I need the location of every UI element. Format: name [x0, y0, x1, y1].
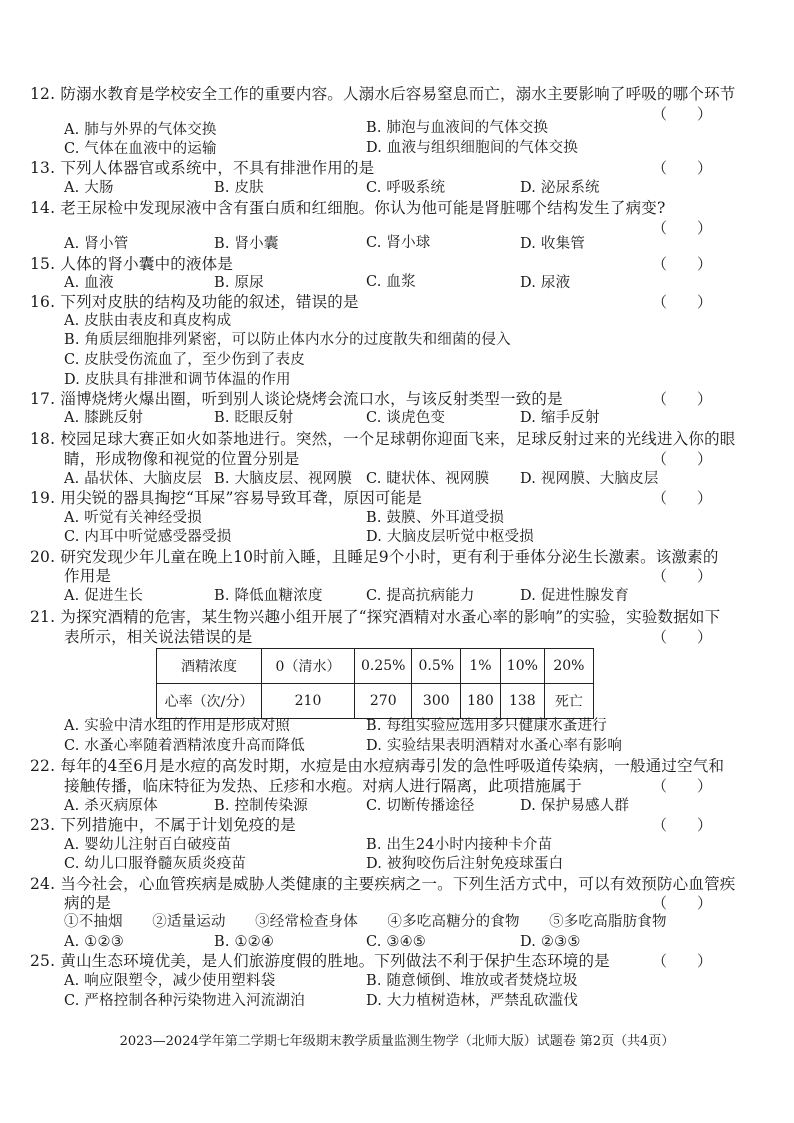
option-c: C. 呼吸系统 [366, 180, 446, 196]
option-d: D. 收集管 [520, 236, 586, 252]
question-15-stem: 15. 人体的肾小囊中的液体是 [30, 255, 234, 273]
option-c: C. 幼儿口服脊髓灰质炎疫苗 [64, 856, 247, 872]
question-25-stem: 25. 黄山生态环境优美，是人们旅游度假的胜地。下列做法不利于保护生态环境的是 [30, 952, 610, 970]
table-header-cell: 酒精浓度 [157, 649, 262, 684]
option-d: D. 大脑皮层听觉中枢受损 [366, 529, 534, 545]
question-24-items: ①不抽烟 ②适量运动 ③经常检查身体 ④多吃高糖分的食物 ⑤多吃高脂肪食物 [64, 914, 667, 930]
option-b: B. 出生24小时内接种卡介苗 [366, 837, 553, 853]
option-b: B. 控制传染源 [214, 798, 308, 814]
table-cell: 0.25% [355, 649, 412, 684]
question-22-stem-cont: 接触传播，临床特征为发热、丘疹和水疱。对病人进行隔离，此项措施属于 [64, 777, 583, 795]
question-12-stem: 12. 防溺水教育是学校安全工作的重要内容。人溺水后容易窒息而亡，溺水主要影响了呼吸的哪个环节 [30, 85, 736, 103]
table-cell: 死亡 [544, 684, 593, 719]
option-a: A. 肺与外界的气体交换 [64, 122, 217, 138]
question-21-stem-cont: 表所示，相关说法错误的是 [64, 628, 253, 646]
answer-bracket: （ ） [652, 105, 713, 123]
option-a: A. ①②③ [64, 934, 124, 950]
option-a: A. 血液 [64, 275, 114, 291]
option-d: D. 保护易感人群 [520, 798, 630, 814]
option-b: B. 随意倾倒、堆放或者焚烧垃圾 [366, 973, 578, 989]
table-cell: 1% [461, 649, 501, 684]
table-header-cell: 心率（次/分） [157, 684, 262, 719]
answer-bracket: （ ） [652, 816, 713, 834]
option-a: A. 膝跳反射 [64, 410, 144, 426]
question-20-stem-cont: 作用是 [64, 567, 112, 585]
question-24-stem-cont: 病的是 [64, 894, 112, 912]
option-d: D. 被狗咬伤后注射免疫球蛋白 [366, 856, 564, 872]
question-14-stem: 14. 老王尿检中发现尿液中含有蛋白质和红细胞。你认为他可能是肾脏哪个结构发生了病变? [30, 199, 666, 217]
option-b: B. 肺泡与血液间的气体交换 [366, 120, 549, 136]
option-c: C. 严格控制各种污染物进入河流湖泊 [64, 993, 305, 1009]
option-c: C. 血浆 [366, 274, 416, 290]
table-cell: 180 [461, 684, 501, 719]
option-a: A. 婴幼儿注射百白破疫苗 [64, 837, 232, 853]
table-cell: 210 [262, 684, 355, 719]
option-b: B. 原尿 [214, 275, 264, 291]
option-c: C. 切断传播途径 [366, 798, 475, 814]
question-24-stem: 24. 当今社会，心血管疾病是威胁人类健康的主要疾病之一。下列生活方式中，可以有效预防心血管疾 [30, 875, 736, 893]
answer-bracket: （ ） [652, 489, 713, 507]
option-d: D. 皮肤具有排泄和调节体温的作用 [64, 372, 291, 388]
option-d: D. 大力植树造林，严禁乱砍滥伐 [366, 993, 579, 1009]
question-22-stem: 22. 每年的4至6月是水痘的高发时期，水痘是由水痘病毒引发的急性呼吸道传染病，一般通过空气和 [30, 757, 725, 775]
table-cell: 10% [500, 649, 544, 684]
answer-bracket: （ ） [652, 450, 713, 468]
option-b: B. 眨眼反射 [214, 410, 294, 426]
option-b: B. 每组实验应选用多只健康水蚤进行 [366, 718, 607, 734]
question-21-stem: 21. 为探究酒精的危害，某生物兴趣小组开展了“探究酒精对水蚤心率的影响”的实验，实验数据如下 [30, 608, 721, 626]
option-d: D. 视网膜、大脑皮层 [520, 471, 659, 487]
option-a: A. 肾小管 [64, 236, 129, 252]
option-a: A. 大肠 [64, 180, 114, 196]
table-row [157, 684, 594, 719]
option-c: C. 提高抗病能力 [366, 588, 475, 604]
option-d: D. 泌尿系统 [520, 180, 600, 196]
option-a: A. 促进生长 [64, 588, 144, 604]
answer-bracket: （ ） [652, 159, 713, 177]
table-row [157, 649, 594, 684]
answer-bracket: （ ） [652, 255, 713, 273]
option-c: C. 水蚤心率随着酒精浓度升高而降低 [64, 738, 305, 754]
answer-bracket: （ ） [652, 952, 713, 970]
question-20-stem: 20. 研究发现少年儿童在晚上10时前入睡，且睡足9个小时，更有利于垂体分泌生长激素。该激素的 [30, 548, 719, 566]
option-d: D. 缩手反射 [520, 410, 600, 426]
option-b: B. ①②④ [214, 934, 275, 950]
question-19-stem: 19. 用尖锐的器具掏挖“耳屎”容易导致耳聋，原因可能是 [30, 489, 423, 507]
option-d: D. 实验结果表明酒精对水蚤心率有影响 [366, 738, 623, 754]
option-d: D. 促进性腺发育 [520, 588, 630, 604]
table-cell: 138 [500, 684, 544, 719]
table-cell: 20% [544, 649, 593, 684]
option-b: B. 大脑皮层、视网膜 [214, 471, 353, 487]
option-c: C. 肾小球 [366, 235, 431, 251]
option-c: C. 内耳中听觉感受器受损 [64, 529, 232, 545]
table-cell: 0.5% [412, 649, 461, 684]
answer-bracket: （ ） [652, 567, 713, 585]
option-a: A. 晶状体、大脑皮层 [64, 471, 202, 487]
option-b: B. 皮肤 [214, 180, 264, 196]
option-c: C. 气体在血液中的运输 [64, 141, 217, 157]
option-b: B. 肾小囊 [214, 236, 279, 252]
option-c: C. 睫状体、视网膜 [366, 471, 490, 487]
question-18-stem-cont: 睛，形成物像和视觉的位置分别是 [64, 450, 300, 468]
option-a: A. 听觉有关神经受损 [64, 510, 202, 526]
option-b: B. 角质层细胞排列紧密，可以防止体内水分的过度散失和细菌的侵入 [64, 332, 511, 348]
option-d: D. 血液与组织细胞间的气体交换 [366, 140, 579, 156]
answer-bracket: （ ） [652, 628, 713, 646]
table-cell: 0（清水） [262, 649, 355, 684]
option-c: C. 谈虎色变 [366, 410, 446, 426]
question-13-stem: 13. 下列人体器官或系统中，不具有排泄作用的是 [30, 159, 375, 177]
answer-bracket: （ ） [652, 894, 713, 912]
answer-bracket: （ ） [652, 293, 713, 311]
table-cell: 300 [412, 684, 461, 719]
question-18-stem: 18. 校园足球大赛正如火如荼地进行。突然，一个足球朝你迎面飞来，足球反射过来的光线进入你的眼 [30, 430, 736, 448]
option-d: D. ②③⑤ [520, 934, 581, 950]
option-d: D. 尿液 [520, 275, 571, 291]
option-a: A. 皮肤由表皮和真皮构成 [64, 313, 232, 329]
option-a: A. 杀灭病原体 [64, 798, 158, 814]
option-a: A. 实验中清水组的作用是形成对照 [64, 718, 291, 734]
question-23-stem: 23. 下列措施中，不属于计划免疫的是 [30, 816, 296, 834]
question-17-stem: 17. 淄博烧烤火爆出圈，听到别人谈论烧烤会流口水，与该反射类型一致的是 [30, 390, 563, 408]
option-b: B. 鼓膜、外耳道受损 [366, 510, 505, 526]
question-16-stem: 16. 下列对皮肤的结构及功能的叙述，错误的是 [30, 293, 359, 311]
option-c: C. ③④⑤ [366, 934, 426, 950]
answer-bracket: （ ） [652, 219, 713, 237]
option-a: A. 响应限塑令，减少使用塑料袋 [64, 973, 276, 989]
option-c: C. 皮肤受伤流血了，至少伤到了表皮 [64, 352, 305, 368]
option-b: B. 降低血糖浓度 [214, 588, 323, 604]
table-cell: 270 [355, 684, 412, 719]
page-footer: 2023—2024学年第二学期七年级期末教学质量监测生物学（北师大版）试题卷 第2页（共4页） [119, 1034, 675, 1049]
answer-bracket: （ ） [652, 390, 713, 408]
alcohol-heart-rate-table [156, 648, 594, 719]
answer-bracket: （ ） [652, 777, 713, 795]
